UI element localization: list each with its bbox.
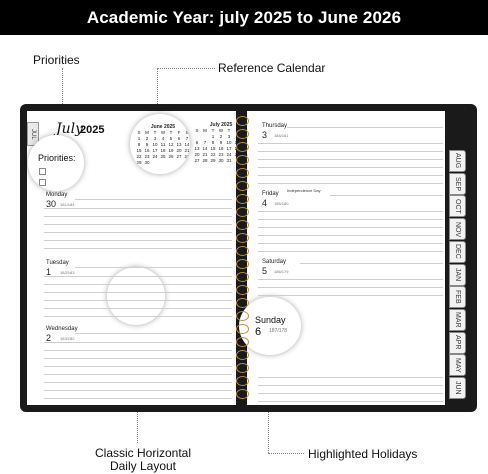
calendar-date: 5 xyxy=(243,134,247,139)
calendar-date: 30 xyxy=(218,158,224,163)
calendar-weekday-header: S xyxy=(137,130,141,135)
calendar-date: 4 xyxy=(161,136,165,141)
callout-highlighted-holidays: Highlighted Holidays xyxy=(308,447,418,461)
binding-ring xyxy=(236,350,249,360)
ruled-line xyxy=(44,208,232,209)
ruled-line xyxy=(258,295,443,296)
calendar-date: 17 xyxy=(226,146,232,151)
mini-calendar-june xyxy=(135,124,190,165)
calendar-date: 29 xyxy=(210,158,216,163)
tab-jun[interactable] xyxy=(449,377,466,399)
calendar-weekday-header: S xyxy=(185,130,189,135)
ruled-line xyxy=(258,287,443,288)
mini-calendar-title: July 2025 xyxy=(209,122,233,128)
day-name: Tuesday xyxy=(46,260,69,266)
tab-mar[interactable] xyxy=(449,309,466,331)
year-label: 2025 xyxy=(80,124,105,136)
tab-label: NOV xyxy=(454,221,461,237)
mini-calendar-title: June 2025 xyxy=(150,124,176,130)
ruled-line xyxy=(258,385,443,386)
binding-ring xyxy=(236,220,249,230)
calendar-date: 22 xyxy=(136,154,142,159)
ruled-line xyxy=(258,175,443,176)
day-count: 182/183 xyxy=(60,270,75,275)
priorities-magnifier xyxy=(28,135,84,191)
binding-ring xyxy=(236,207,249,217)
tab-label: JAN xyxy=(454,267,461,282)
calendar-date xyxy=(193,134,201,139)
calendar-date: 27 xyxy=(194,158,200,163)
day-number: 3 xyxy=(262,130,268,140)
ruled-line xyxy=(44,232,232,233)
binding-ring xyxy=(236,324,249,334)
ruled-line xyxy=(258,183,443,184)
callout-calendar-leader-h xyxy=(157,68,215,69)
day-count: 184/181 xyxy=(274,133,289,138)
ruled-line xyxy=(287,127,443,128)
tab-label: AUG xyxy=(454,153,461,169)
callout-holidays-leader-h xyxy=(268,453,304,454)
ruled-line xyxy=(300,263,443,264)
day-name: Friday xyxy=(262,191,279,197)
callout-priorities: Priorities xyxy=(33,53,80,67)
calendar-weekday-header: F xyxy=(235,128,239,133)
calendar-weekday-header: M xyxy=(203,128,207,133)
ruled-line xyxy=(75,199,232,200)
ruled-line xyxy=(44,284,232,285)
ruled-line xyxy=(258,377,443,378)
day-count: 187/178 xyxy=(269,328,288,334)
binding-ring xyxy=(236,337,249,347)
ruled-line xyxy=(258,159,443,160)
calendar-weekday-header: S xyxy=(195,128,199,133)
calendar-date: 9 xyxy=(145,142,149,147)
ruled-line xyxy=(258,227,443,228)
calendar-date xyxy=(151,160,159,165)
binding-ring xyxy=(236,298,249,308)
headline-banner xyxy=(0,0,488,35)
calendar-date: 7 xyxy=(185,136,189,141)
calendar-weekday-header: T xyxy=(169,130,173,135)
calendar-date: 14 xyxy=(184,142,190,147)
ruled-line xyxy=(44,342,232,343)
ruled-line xyxy=(258,211,443,212)
day-count: 186/179 xyxy=(274,269,289,274)
day-name: Saturday xyxy=(262,259,287,265)
tab-label: MAY xyxy=(454,357,461,373)
calendar-date: 16 xyxy=(144,148,150,153)
calendar-date: 20 xyxy=(176,148,182,153)
calendar-date: 7 xyxy=(203,140,207,145)
tab-jul[interactable]: JUL xyxy=(27,122,39,146)
calendar-date: 24 xyxy=(226,152,232,157)
calendar-date: 6 xyxy=(177,136,181,141)
calendar-weekday-header: T xyxy=(227,128,231,133)
calendar-date: 12 xyxy=(168,142,174,147)
month-script-title: July xyxy=(56,121,84,137)
calendar-weekday-header: W xyxy=(160,130,166,135)
day-name: Wednesday xyxy=(46,326,78,332)
ruled-line xyxy=(44,224,232,225)
ruled-line xyxy=(258,251,443,252)
calendar-date: 31 xyxy=(226,158,232,163)
binding-ring xyxy=(236,389,249,399)
binding-ring xyxy=(236,194,249,204)
calendar-date: 13 xyxy=(194,146,200,151)
ruled-line xyxy=(44,366,232,367)
calendar-date: 29 xyxy=(136,160,142,165)
day-count: 183/182 xyxy=(60,336,75,341)
holiday-label: Independence Day xyxy=(287,188,321,193)
headline-title: Academic Year: july 2025 to June 2026 xyxy=(86,7,402,27)
calendar-date: 23 xyxy=(218,152,224,157)
priorities-label: Priorities: xyxy=(38,153,76,163)
calendar-date: 2 xyxy=(145,136,149,141)
tab-apr[interactable] xyxy=(449,332,466,354)
priority-checkbox[interactable] xyxy=(39,179,46,186)
ruled-line xyxy=(44,216,232,217)
tab-label: MAR xyxy=(454,312,461,328)
ruled-line xyxy=(258,401,443,402)
calendar-date: 11 xyxy=(160,142,166,147)
calendar-weekday-header: T xyxy=(211,128,215,133)
binding-ring xyxy=(236,285,249,295)
ruled-line xyxy=(44,390,232,391)
ruled-line xyxy=(330,195,443,196)
tab-oct[interactable] xyxy=(449,195,466,217)
ruled-line xyxy=(44,240,232,241)
binding-ring xyxy=(236,363,249,373)
binding-ring xyxy=(236,129,249,139)
calendar-date: 21 xyxy=(184,148,190,153)
calendar-date: 24 xyxy=(152,154,158,159)
binding-ring xyxy=(236,246,249,256)
mini-calendar-grid xyxy=(135,130,190,165)
calendar-date: 5 xyxy=(169,136,173,141)
calendar-date: 18 xyxy=(160,148,166,153)
calendar-weekday-header: S xyxy=(243,128,247,133)
calendar-date: 3 xyxy=(227,134,231,139)
calendar-date: 23 xyxy=(144,154,150,159)
calendar-date: 28 xyxy=(202,158,208,163)
calendar-weekday-header: W xyxy=(218,128,224,133)
ruled-line xyxy=(258,235,443,236)
calendar-date: 4 xyxy=(235,134,239,139)
tab-jan[interactable] xyxy=(449,264,466,286)
ruled-line xyxy=(44,316,232,317)
ruled-line xyxy=(75,267,232,268)
ruled-line xyxy=(44,308,232,309)
tab-feb[interactable] xyxy=(449,286,466,308)
callout-classic-layout xyxy=(78,447,208,473)
calendar-date: 13 xyxy=(176,142,182,147)
calendar-date: 26 xyxy=(168,154,174,159)
reference-calendar-magnifier xyxy=(130,114,190,174)
tab-label: DEC xyxy=(454,244,461,260)
calendar-date: 8 xyxy=(211,140,215,145)
day-name: Monday xyxy=(46,192,68,198)
tab-label: APR xyxy=(454,335,461,350)
calendar-date xyxy=(159,160,167,165)
calendar-date: 10 xyxy=(226,140,232,145)
ruled-line xyxy=(44,350,232,351)
ruled-line xyxy=(75,333,232,334)
binding-ring xyxy=(236,376,249,386)
calendar-date: 10 xyxy=(152,142,158,147)
calendar-date: 16 xyxy=(218,146,224,151)
ruled-line xyxy=(258,279,443,280)
calendar-date: 18 xyxy=(234,146,240,151)
calendar-date: 26 xyxy=(242,152,248,157)
binding-ring xyxy=(236,181,249,191)
tab-nov[interactable] xyxy=(449,218,466,240)
calendar-date: 30 xyxy=(144,160,150,165)
right-page xyxy=(247,111,445,405)
tab-may[interactable] xyxy=(449,354,466,376)
ruled-line xyxy=(44,248,232,249)
ruled-line xyxy=(44,382,232,383)
calendar-weekday-header: T xyxy=(153,130,157,135)
ruled-line xyxy=(44,398,232,399)
calendar-weekday-header: F xyxy=(177,130,181,135)
calendar-date xyxy=(183,160,190,165)
calendar-date: 17 xyxy=(152,148,158,153)
tab-label: JUN xyxy=(454,381,461,395)
day-count: 181/184 xyxy=(60,202,75,207)
ruled-line xyxy=(258,151,443,152)
day-name: Sunday xyxy=(255,315,286,325)
calendar-date: 3 xyxy=(153,136,157,141)
binding-ring xyxy=(236,259,249,269)
tab-label: OCT xyxy=(454,199,461,214)
calendar-date: 2 xyxy=(219,134,223,139)
day-name: Thursday xyxy=(262,123,288,129)
calendar-date: 9 xyxy=(219,140,223,145)
day-number: 6 xyxy=(255,326,262,338)
tab-aug[interactable] xyxy=(449,150,466,172)
calendar-date: 21 xyxy=(202,152,208,157)
priority-checkbox[interactable] xyxy=(39,168,46,175)
day-number: 30 xyxy=(46,199,57,209)
calendar-date: 15 xyxy=(136,148,142,153)
callout-reference-calendar: Reference Calendar xyxy=(218,61,326,75)
calendar-date: 19 xyxy=(242,146,248,151)
ruled-line xyxy=(44,292,232,293)
binding-ring xyxy=(236,311,249,321)
day-number: 4 xyxy=(262,198,268,208)
binding-ring xyxy=(236,233,249,243)
calendar-date: 8 xyxy=(137,142,141,147)
calendar-date: 28 xyxy=(184,154,190,159)
ruled-line xyxy=(44,358,232,359)
calendar-date: 22 xyxy=(210,152,216,157)
callout-classic-layout-line1: Classic Horizontal xyxy=(94,446,192,460)
tab-sep[interactable] xyxy=(449,173,466,195)
tab-label: SEP xyxy=(454,176,461,191)
ruled-line xyxy=(44,300,232,301)
calendar-date: 12 xyxy=(242,140,248,145)
day-number: 5 xyxy=(262,266,268,276)
binding-ring xyxy=(236,116,249,126)
calendar-weekday-header: M xyxy=(145,130,149,135)
calendar-date xyxy=(175,160,183,165)
ruled-line xyxy=(258,219,443,220)
ruled-line xyxy=(44,276,232,277)
day-number: 2 xyxy=(46,333,52,343)
binding-ring xyxy=(236,142,249,152)
ruled-line xyxy=(44,374,232,375)
tab-label: FEB xyxy=(454,290,461,304)
day-count: 185/180 xyxy=(274,201,289,206)
calendar-date: 20 xyxy=(194,152,200,157)
calendar-date: 15 xyxy=(210,146,216,151)
calendar-date: 1 xyxy=(211,134,215,139)
calendar-date: 25 xyxy=(234,152,240,157)
ruled-line xyxy=(258,143,443,144)
callout-classic-layout-line2: Daily Layout xyxy=(109,459,177,473)
calendar-date xyxy=(167,160,175,165)
calendar-date: 25 xyxy=(160,154,166,159)
ruled-line xyxy=(258,393,443,394)
binding-ring xyxy=(236,168,249,178)
ruled-line xyxy=(258,167,443,168)
day-number: 1 xyxy=(46,267,52,277)
calendar-date: 19 xyxy=(168,148,174,153)
ruled-line xyxy=(258,243,443,244)
calendar-date: 14 xyxy=(202,146,208,151)
calendar-date xyxy=(201,134,209,139)
calendar-date: 1 xyxy=(137,136,141,141)
calendar-date: 6 xyxy=(195,140,199,145)
tab-dec[interactable] xyxy=(449,241,466,263)
binding-ring xyxy=(236,155,249,165)
calendar-date: 27 xyxy=(176,154,182,159)
binding-ring xyxy=(236,272,249,282)
calendar-date: 11 xyxy=(234,140,240,145)
